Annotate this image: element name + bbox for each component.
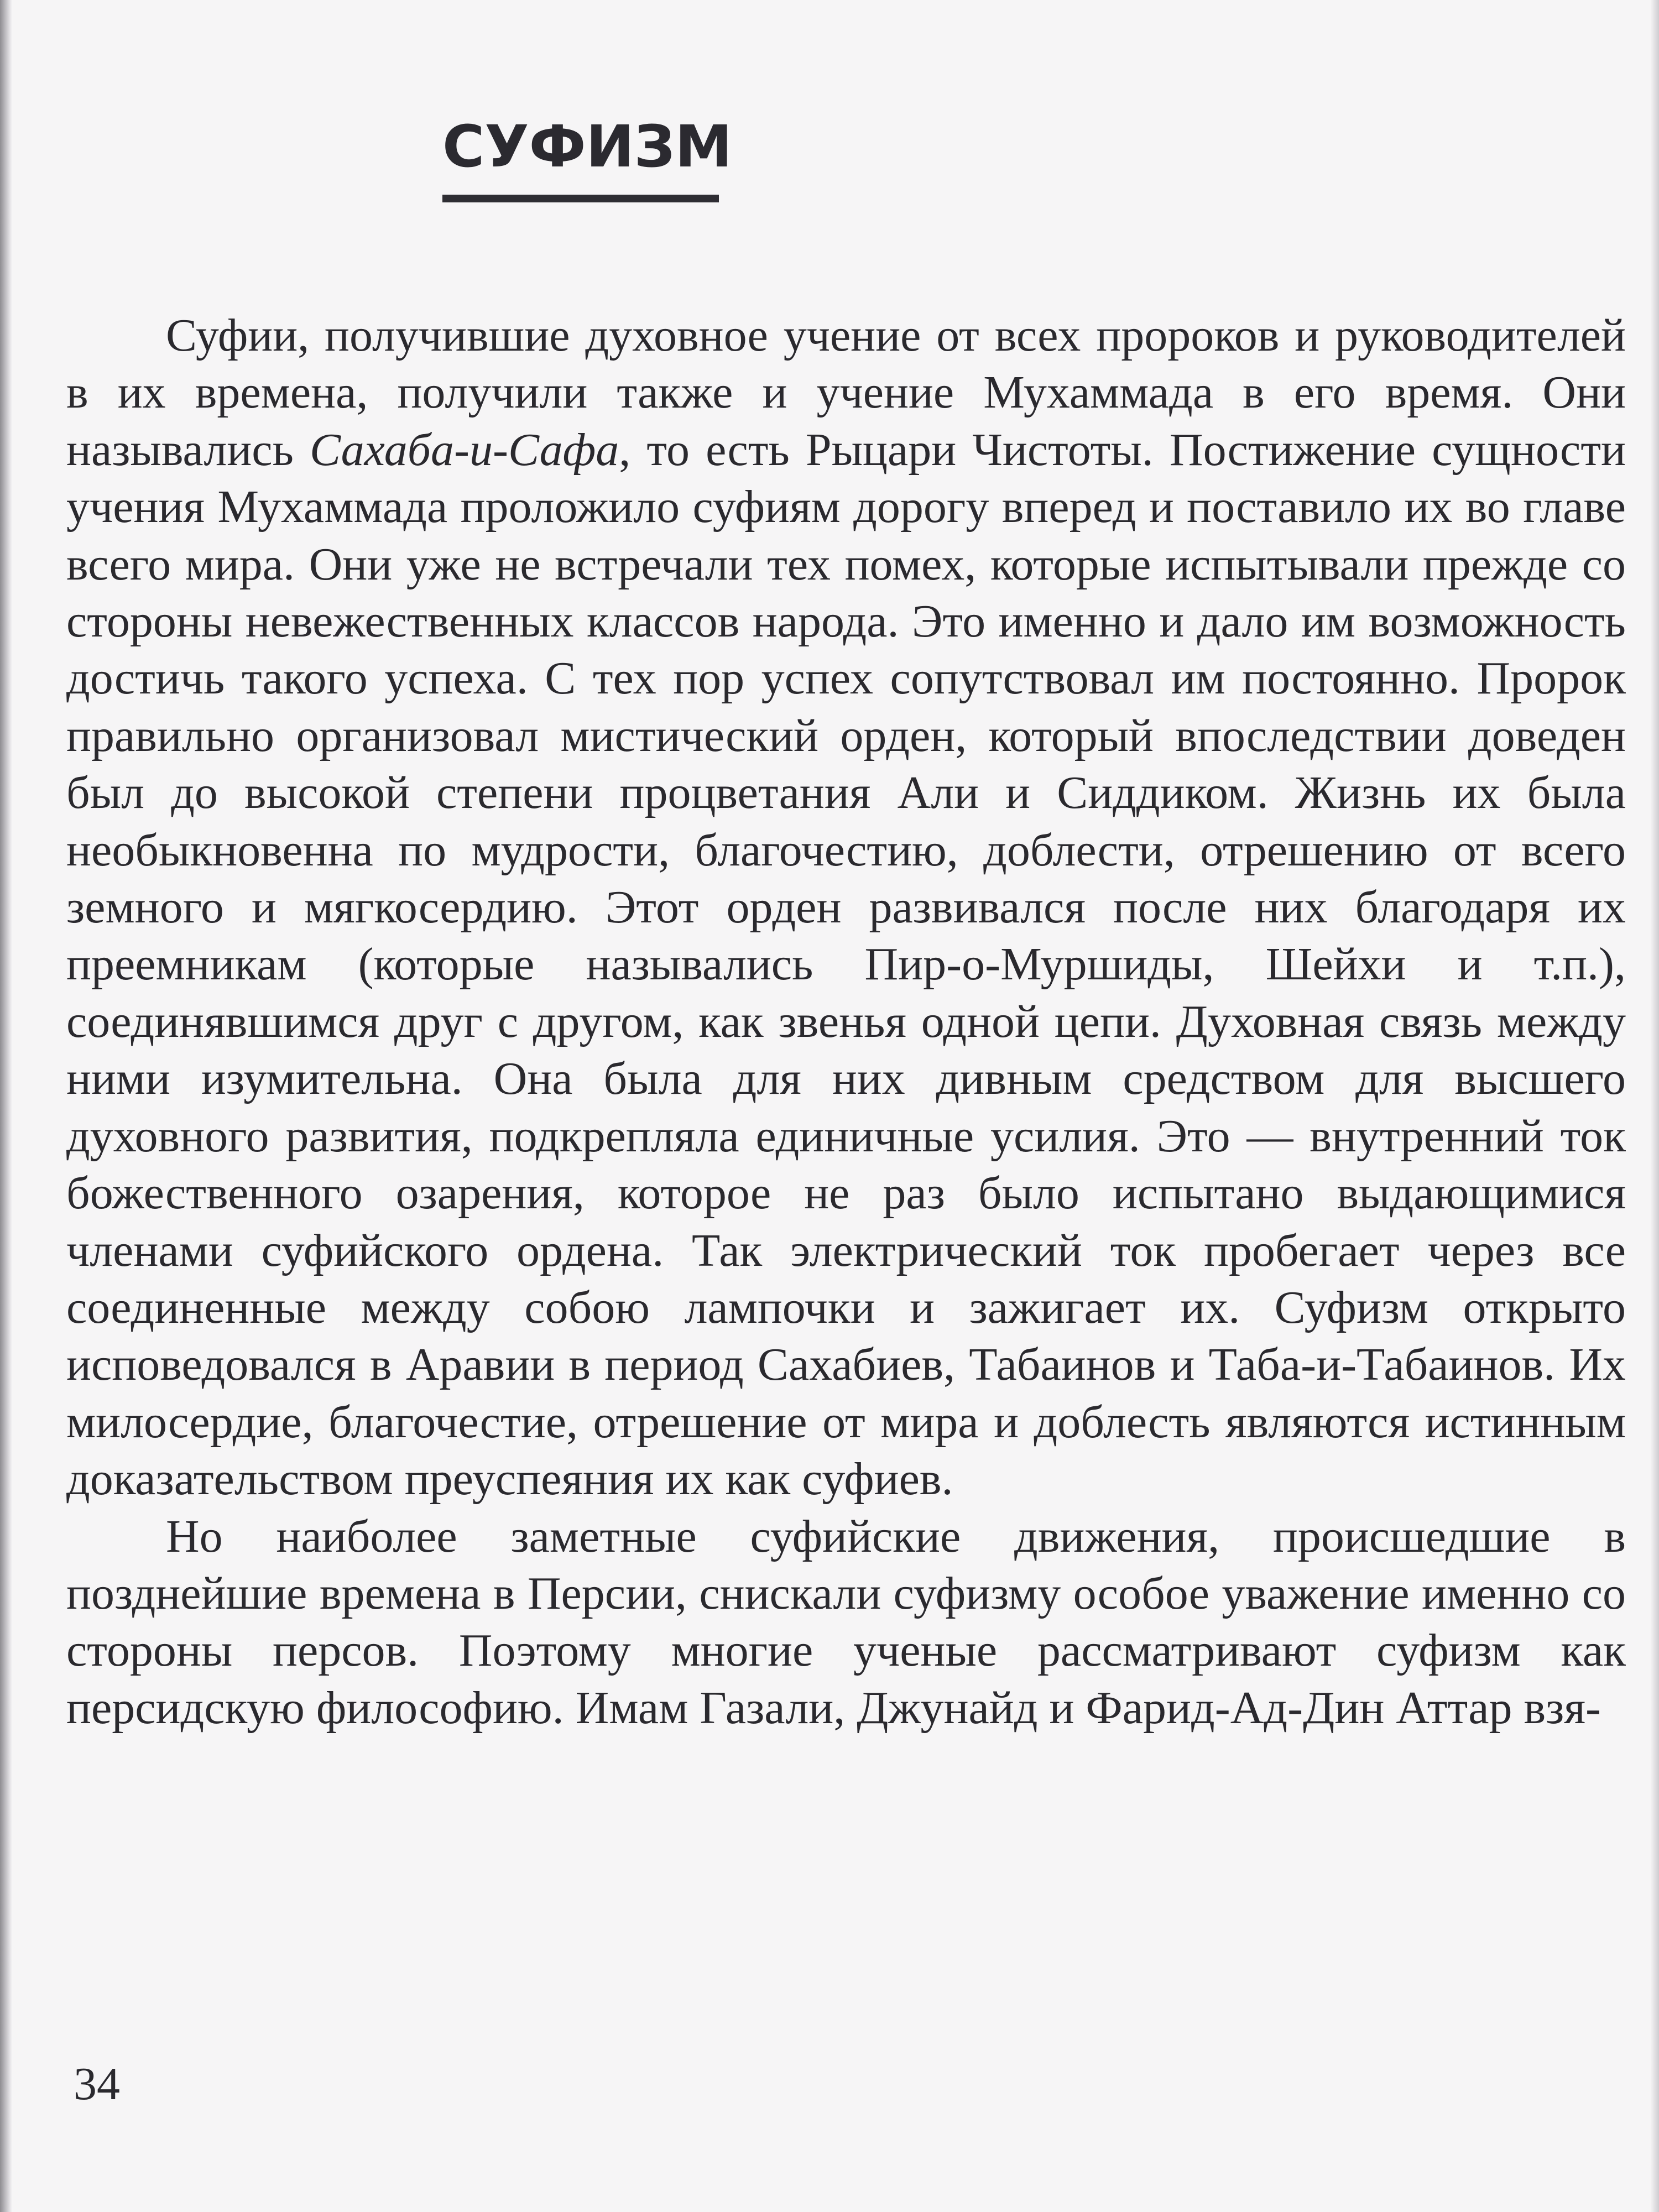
page-number: 34: [74, 2058, 120, 2110]
paragraph-1: [66, 307, 1626, 1508]
paragraph-2: Но наиболее заметные суфийские движения, происшедшие в позднейшие времена в Персии, снискали суфизму особое уважение именно со стороны персов. Поэтому многие ученые рассматривают суфизм как персидскую философию. Имам Газали, Джунайд и Фарид-Ад-Дин Аттар взя-: [66, 1510, 1626, 1734]
body-text: [66, 307, 1626, 1736]
page-left-edge-shadow: [0, 0, 12, 2212]
page-right-edge-shadow: [1650, 0, 1659, 2212]
chapter-heading: СУФИЗМ: [442, 113, 733, 180]
chapter-heading-block: [442, 111, 733, 202]
paragraph-1-emphasis: Сахаба-и-Сафа: [310, 424, 619, 476]
paragraph-1-part-2: , то есть Рыцари Чистоты. Постижение сущности учения Мухаммада проложило суфиям дорогу вперед и поставило их во главе всего мира. Они уже не встречали тех помех, которые испытывали прежде со стороны невежественных классов народа. Это именно и дало им возможность достичь такого успеха. С тех пор успех сопутствовал им постоянно. Пророк правильно организовал мистический орден, который впоследствии доведен был до высокой степени процветания Али и Сиддиком. Жизнь их была необыкновенна по мудрости, благочестию, доблести, отрешению от всего земного и мягкосердию. Этот орден развивался после них благодаря их преемникам (которые назывались Пир-о-Муршиды, Шейхи и т.п.), соединявшимся друг с другом, как звенья одной цепи. Духовная связь между ними изумительна. Она была для них дивным средством для высшего духовного развития, подкрепляла единичные усилия. Это — внутренний ток божественного озарения, которое не раз было испытано выдающимися членами суфийского ордена. Так электрический ток пробегает через все соединенные между собою лампочки и зажигает их. Суфизм открыто исповедовался в Аравии в период Сахабиев, Табаинов и Таба-и-Табаинов. Их милосердие, благочестие, отрешение от мира и доблесть являются истинным доказательством преуспеяния их как суфиев.: [66, 424, 1626, 1505]
paragraph-1-part-1: Суфии, получившие духовное учение от всех пророков и руководителей в их времена, получили также и учение Мухаммада в его время. Они назывались: [66, 310, 1626, 476]
heading-underline: [442, 195, 719, 202]
